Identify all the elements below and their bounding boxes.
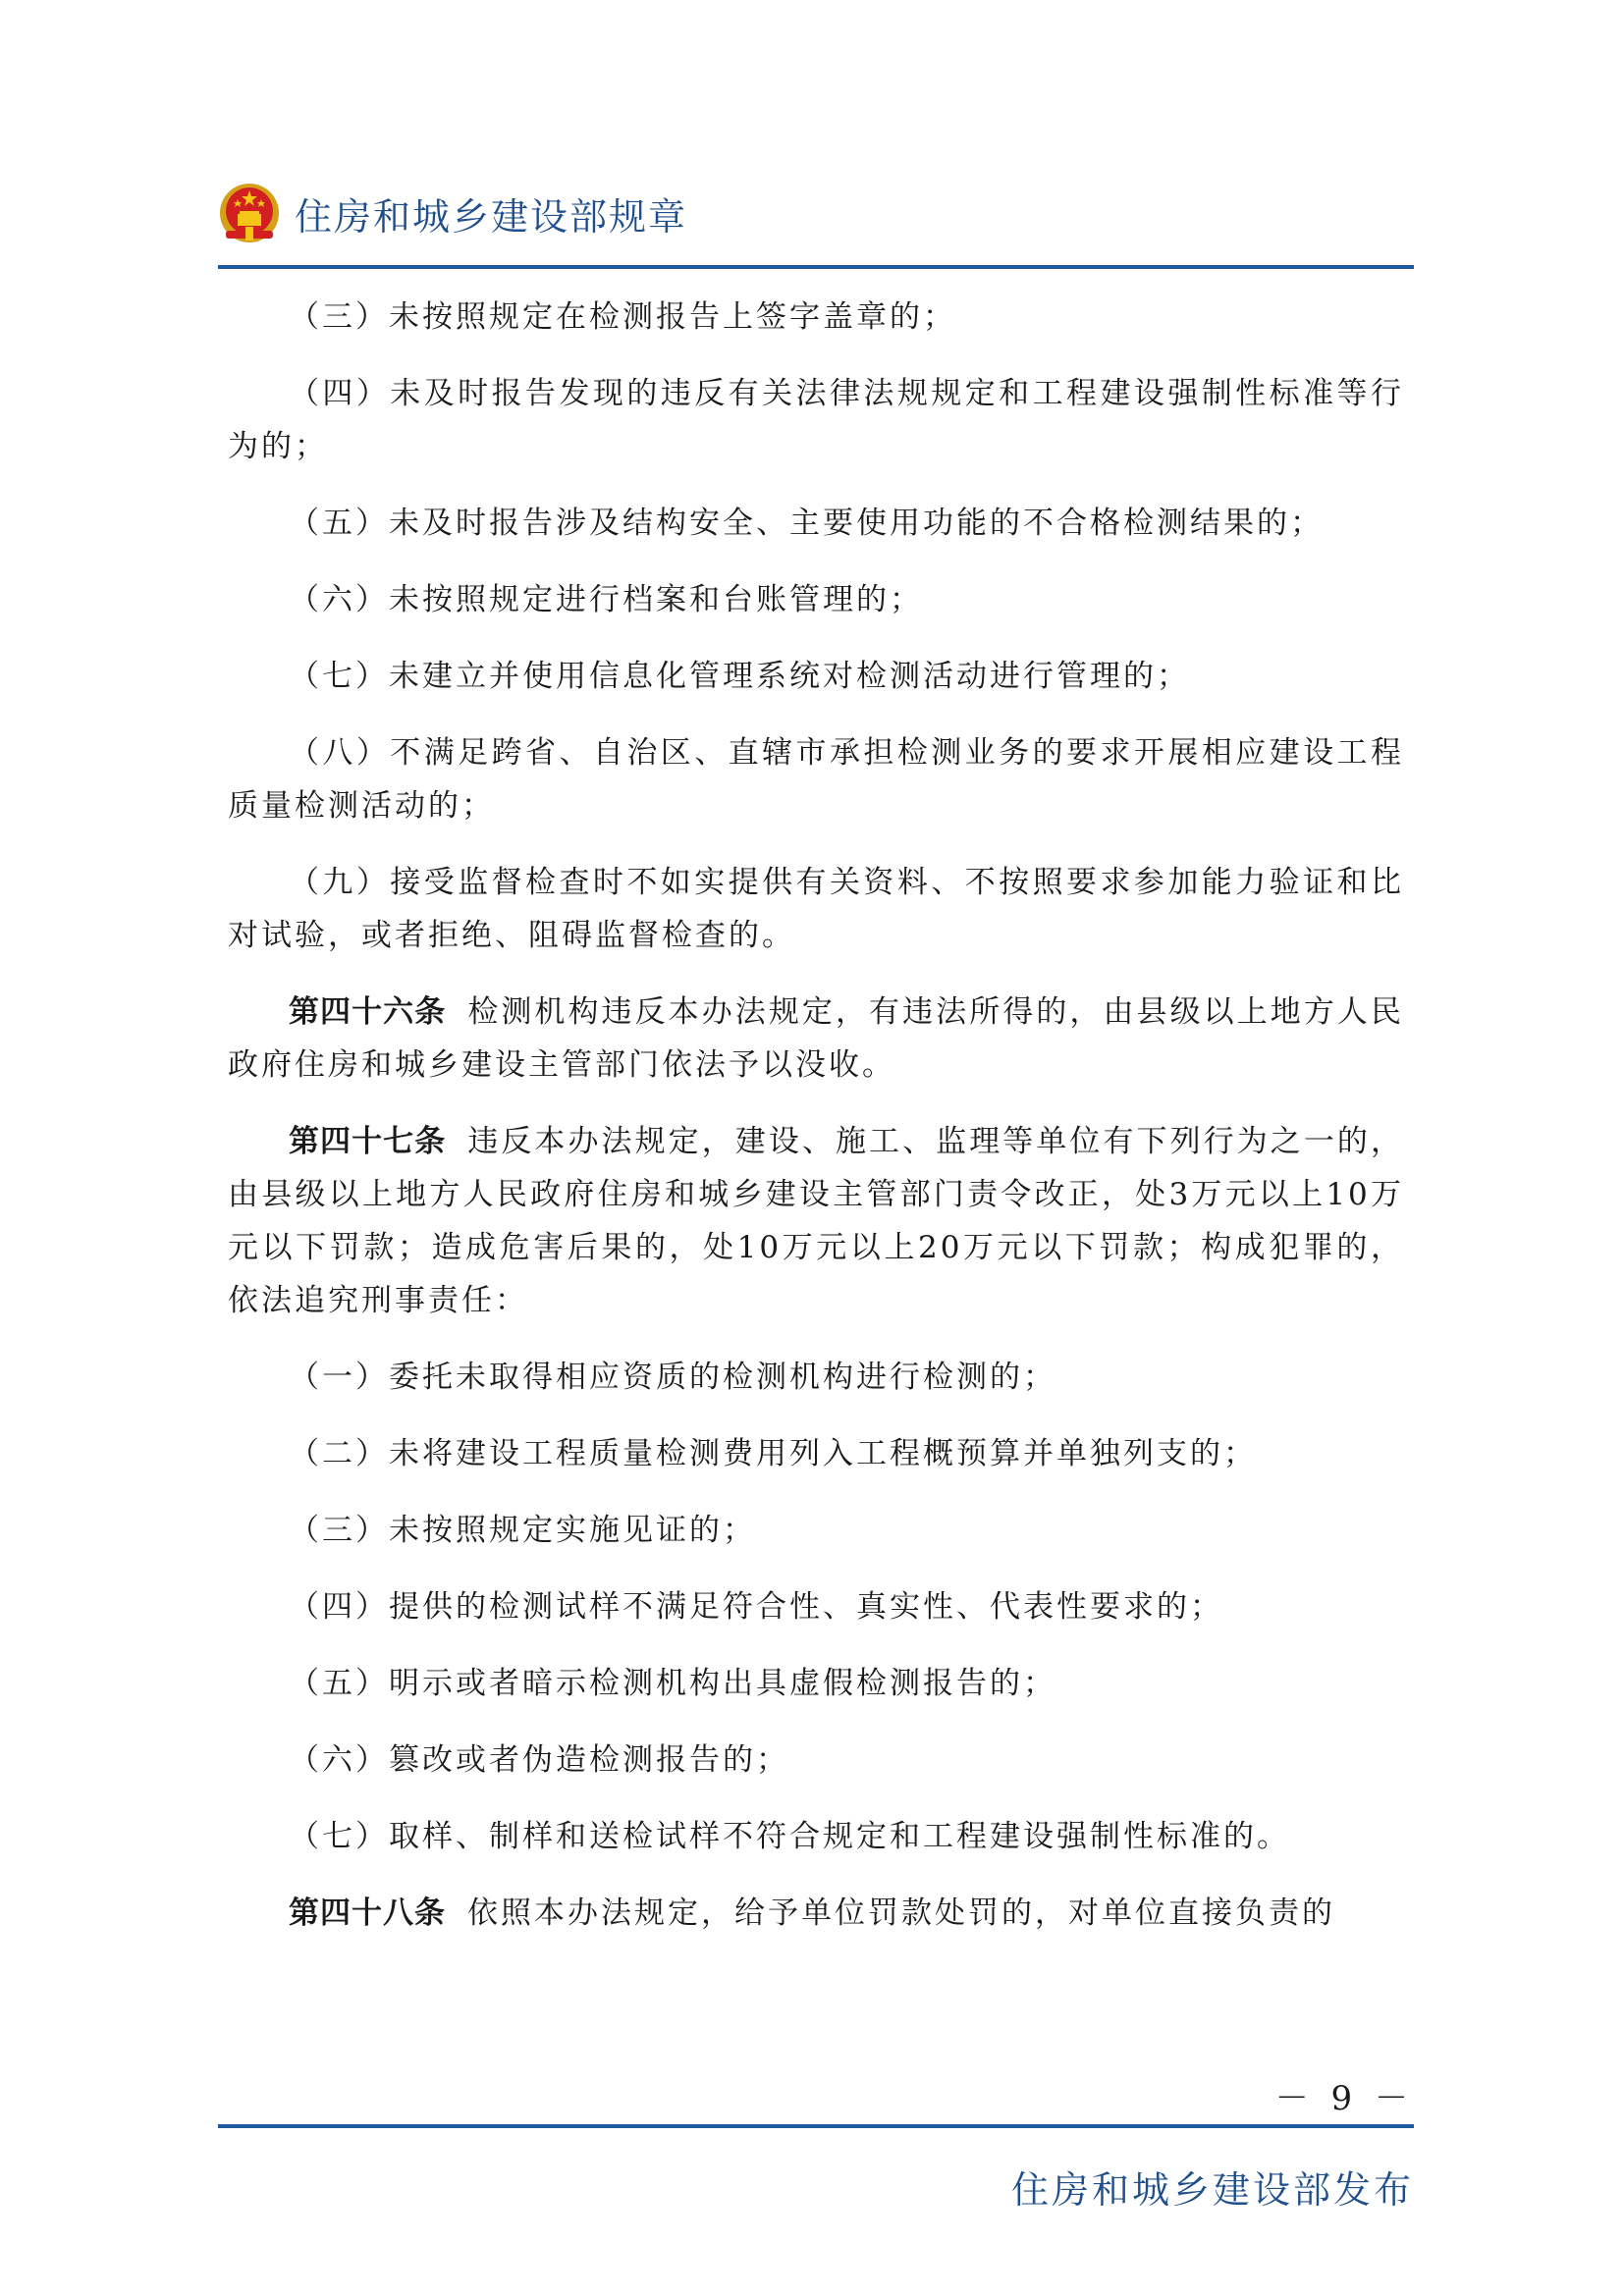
article-paragraph [228, 1887, 1404, 1940]
article-text: 依照本办法规定，给予单位罚款处罚的，对单位直接负责的 [467, 1896, 1335, 1931]
clause-item: （三）未按照规定在检测报告上签字盖章的； [289, 299, 956, 335]
clause-item: （四）未及时报告发现的违反有关法律法规规定和工程建设强制性标准等行为的； [228, 376, 1404, 464]
document-series-title: 住房和城乡建设部规章 [295, 194, 688, 239]
article-number: 第四十六条 [289, 994, 447, 1030]
clause-item: （七）取样、制样和送检试样不符合规定和工程建设强制性标准的。 [289, 1819, 1290, 1854]
clause-item: （九）接受监督检查时不如实提供有关资料、不按照要求参加能力验证和比对试验，或者拒绝、阻碍监督检查的。 [228, 865, 1404, 953]
clause-item: （八）不满足跨省、自治区、直辖市承担检测业务的要求开展相应建设工程质量检测活动的； [228, 735, 1404, 824]
page-header [218, 179, 687, 247]
clause-item: （二）未将建设工程质量检测费用列入工程概预算并单独列支的； [289, 1436, 1257, 1471]
article-number: 第四十八条 [289, 1896, 446, 1931]
document-body [228, 291, 1404, 1963]
page-number: － 9 － [1274, 2079, 1414, 2118]
publisher-footer: 住房和城乡建设部发布 [1010, 2168, 1414, 2212]
article-paragraph [228, 986, 1404, 1092]
clause-item: （六）未按照规定进行档案和台账管理的； [289, 582, 923, 617]
article-paragraph [228, 1115, 1404, 1327]
article-text: 违反本办法规定，建设、施工、监理等单位有下列行为之一的，由县级以上地方人民政府住房和城乡建设主管部门责令改正，处3万元以上10万元以下罚款；造成危害后果的，处10万元以上20万元以下罚款；构成犯罪的，依法追究刑事责任： [228, 1124, 1404, 1318]
clause-item: （三）未按照规定实施见证的； [289, 1513, 756, 1548]
clause-item: （一）委托未取得相应资质的检测机构进行检测的； [289, 1360, 1056, 1395]
clause-item: （六）篡改或者伪造检测报告的； [289, 1742, 789, 1778]
article-number: 第四十七条 [289, 1124, 447, 1159]
clause-item: （五）明示或者暗示检测机构出具虚假检测报告的； [289, 1666, 1056, 1701]
footer-divider [218, 2124, 1414, 2128]
article-text: 检测机构违反本办法规定，有违法所得的，由县级以上地方人民政府住房和城乡建设主管部门依法予以没收。 [228, 994, 1404, 1083]
clause-item: （七）未建立并使用信息化管理系统对检测活动进行管理的； [289, 659, 1190, 694]
header-divider [218, 265, 1414, 269]
national-emblem-icon [218, 182, 281, 244]
clause-item: （五）未及时报告涉及结构安全、主要使用功能的不合格检测结果的； [289, 506, 1324, 541]
clause-item: （四）提供的检测试样不满足符合性、真实性、代表性要求的； [289, 1589, 1223, 1625]
